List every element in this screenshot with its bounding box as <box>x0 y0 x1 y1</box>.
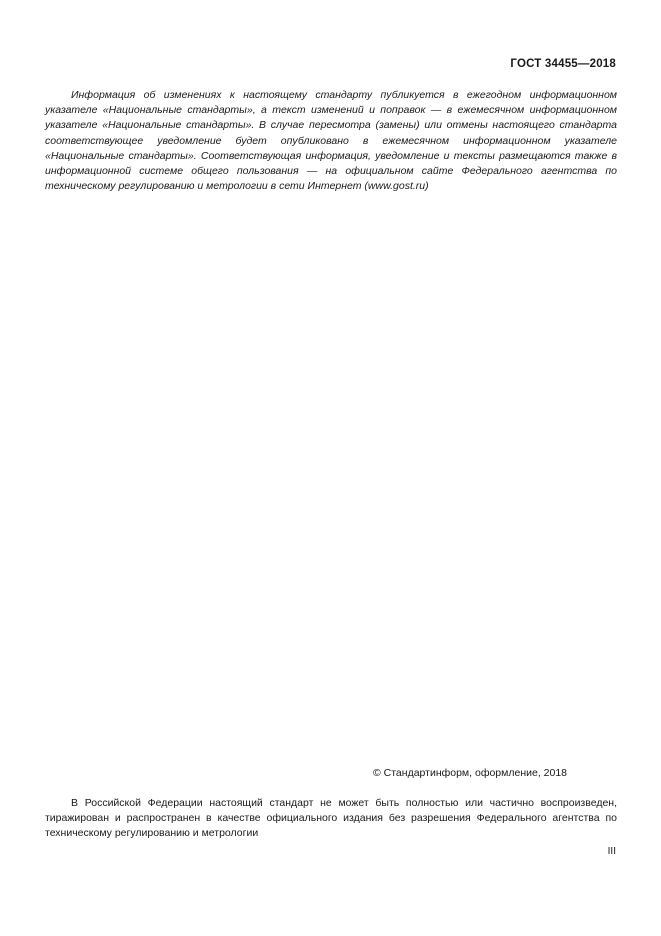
reproduction-restriction <box>45 796 617 842</box>
amendments-notice-text: Информация об изменениях к настоящему стандарту публикуется в ежегодном информационном указателе «Национальные стандарты», а текст изменений и поправок — в ежемесячном информационном указателе «Национальные стандарты». В случае пересмотра (замены) или отмены настоящего стандарта соответствующее уведомление будет опубликовано в ежемесячном информационном указателе «Национальные стандарты». Соответствующая информация, уведомление и тексты размещаются также в информационной системе общего пользования — на официальном сайте Федерального агентства по техническому регулированию и метрологии в сети Интернет (www.gost.ru) <box>45 89 617 193</box>
standard-number-header: ГОСТ 34455—2018 <box>510 58 616 70</box>
copyright-line: © Стандартинформ, оформление, 2018 <box>373 767 568 779</box>
amendments-notice <box>45 88 617 195</box>
reproduction-restriction-text: В Российской Федерации настоящий стандарт не может быть полностью или частично воспроизведен, тиражирован и распространен в качестве официального издания без разрешения Федерального агентства по техническому регулированию и метрологии <box>45 797 617 840</box>
page-number: III <box>607 846 616 857</box>
